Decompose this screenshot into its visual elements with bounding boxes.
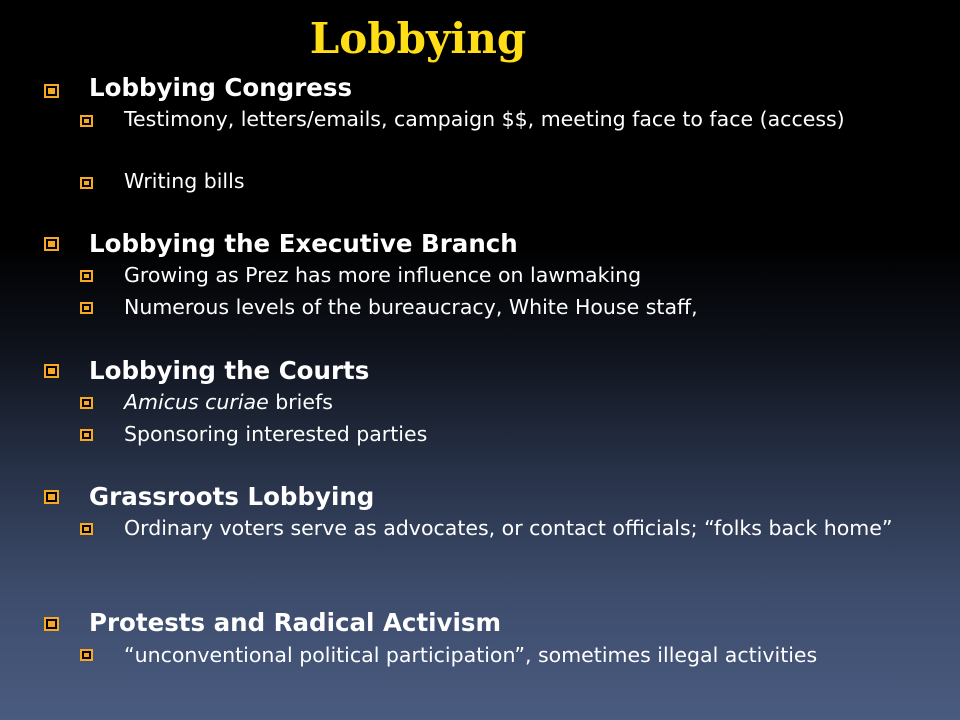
square-bullet-icon xyxy=(80,302,93,314)
latin-term: Amicus curiae xyxy=(124,390,269,414)
section-heading-executive: Lobbying the Executive Branch xyxy=(89,229,518,258)
square-bullet-icon xyxy=(44,617,59,631)
bullet-item xyxy=(124,387,924,418)
bullet-item: “unconventional political participation”, sometimes illegal activities xyxy=(124,643,818,667)
bullet-item: Growing as Prez has more influence on lawmaking xyxy=(124,263,642,287)
bullet-item: Writing bills xyxy=(124,169,245,193)
square-bullet-icon xyxy=(80,649,93,661)
square-bullet-icon xyxy=(80,429,93,441)
square-bullet-icon xyxy=(44,490,59,504)
square-bullet-icon xyxy=(80,397,93,409)
bullet-item: Ordinary voters serve as advocates, or contact officials; “folks back home” xyxy=(124,516,893,540)
bullet-item: Testimony, letters/emails, campaign $$, meeting face to face (access) xyxy=(124,107,845,131)
square-bullet-icon xyxy=(80,523,93,535)
section-heading-courts: Lobbying the Courts xyxy=(89,356,370,385)
square-bullet-icon xyxy=(44,237,59,251)
square-bullet-icon xyxy=(80,115,93,127)
bullet-item: Numerous levels of the bureaucracy, White House staff, xyxy=(124,295,698,319)
square-bullet-icon xyxy=(80,270,93,282)
square-bullet-icon xyxy=(44,364,59,378)
square-bullet-icon xyxy=(80,177,93,189)
square-bullet-icon xyxy=(44,84,59,98)
section-heading-protests: Protests and Radical Activism xyxy=(89,608,502,637)
slide-title: Lobbying xyxy=(309,14,527,63)
section-heading-congress: Lobbying Congress xyxy=(89,73,353,102)
bullet-item-text: briefs xyxy=(268,390,333,414)
section-heading-grassroots: Grassroots Lobbying xyxy=(89,482,375,511)
bullet-item: Sponsoring interested parties xyxy=(124,422,428,446)
